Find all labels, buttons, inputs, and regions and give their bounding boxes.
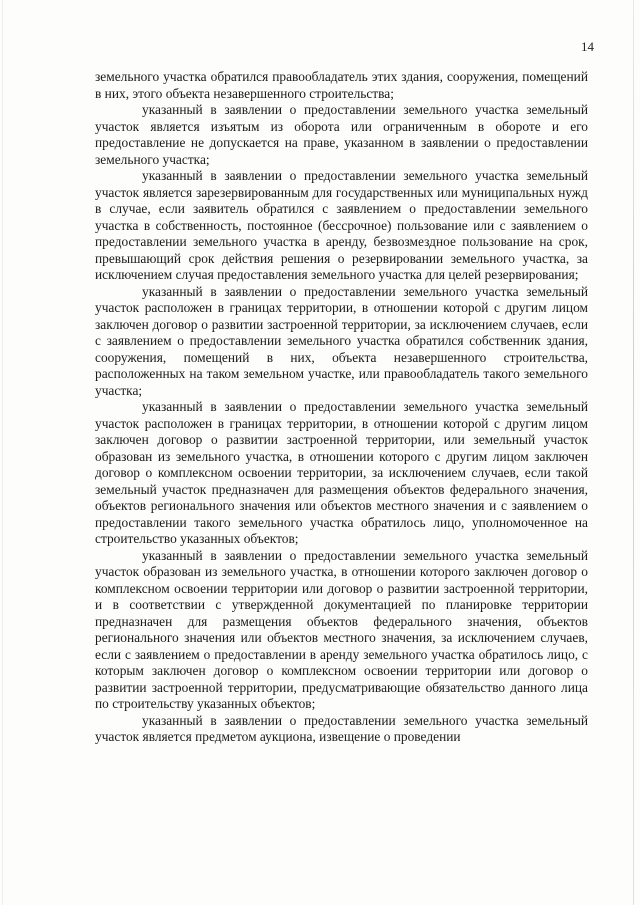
paragraph: указанный в заявлении о предоставлении земельного участка земельный участок является изъятым из оборота или ограниченным в обороте и его предоставление не допускается на праве, указанном в заявлении о предоставлении земельного участка;: [95, 102, 588, 167]
paragraph: указанный в заявлении о предоставлении земельного участка земельный участок является зарезервированным для государственных или муниципальных нужд в случае, если заявитель обратился с заявлением о предоставлении земельного участка в собственность, постоянное (бессрочное) пользование или с заявлением о предоставлении земельного участка в аренду, безвозмездное пользование на срок, превышающий срок действия решения о резервировании земельного участка, за исключением случая предоставления земельного участка для целей резервирования;: [95, 168, 588, 282]
scan-right-edge: [633, 0, 634, 905]
paragraph: указанный в заявлении о предоставлении земельного участка земельный участок является предметом аукциона, извещение о проведении: [95, 712, 588, 744]
paragraph: указанный в заявлении о предоставлении земельного участка земельный участок расположен в границах территории, в отношении которой с другим лицом заключен договор о развитии застроенной территории, за исключением случаев, если с заявлением о предоставлении земельного участка обратился собственник здания, сооружения, помещений в них, объекта незавершенного строительства, расположенных на таком земельном участке, или правообладатель такого земельного участка;: [95, 283, 588, 398]
document-body: [95, 69, 588, 746]
paragraph: указанный в заявлении о предоставлении земельного участка земельный участок образован из земельного участка, в отношении которого заключен договор о комплексном освоении территории или договор о развитии застроенной территории, и в соответствии с утвержденной документацией по планировке территории предназначен для размещения объектов федерального значения, объектов регионального значения или объектов местного значения, за исключением случаев, если с заявлением о предоставлении в аренду земельного участка обратилось лицо, с которым заключен договор о комплексном освоении территории или договор о развитии застроенной территории, предусматривающие обязательство данного лица по строительству указанных объектов;: [95, 547, 588, 711]
scan-left-edge: [2, 0, 3, 905]
paragraph: указанный в заявлении о предоставлении земельного участка земельный участок расположен в границах территории, в отношении которой с другим лицом заключен договор о развитии застроенной территории, или земельный участок образован из земельного участка, в отношении которого с другим лицом заключен договор о комплексном освоении территории, за исключением случаев, если такой земельный участок предназначен для размещения объектов федерального значения, объектов регионального значения или объектов местного значения и с заявлением о предоставлении такого земельного участка обратилось лицо, уполномоченное на строительство указанных объектов;: [95, 399, 588, 546]
page-number: 14: [581, 39, 594, 54]
paragraph: земельного участка обратился правообладатель этих здания, сооружения, помещений в них, этого объекта незавершенного строительства;: [95, 69, 588, 101]
